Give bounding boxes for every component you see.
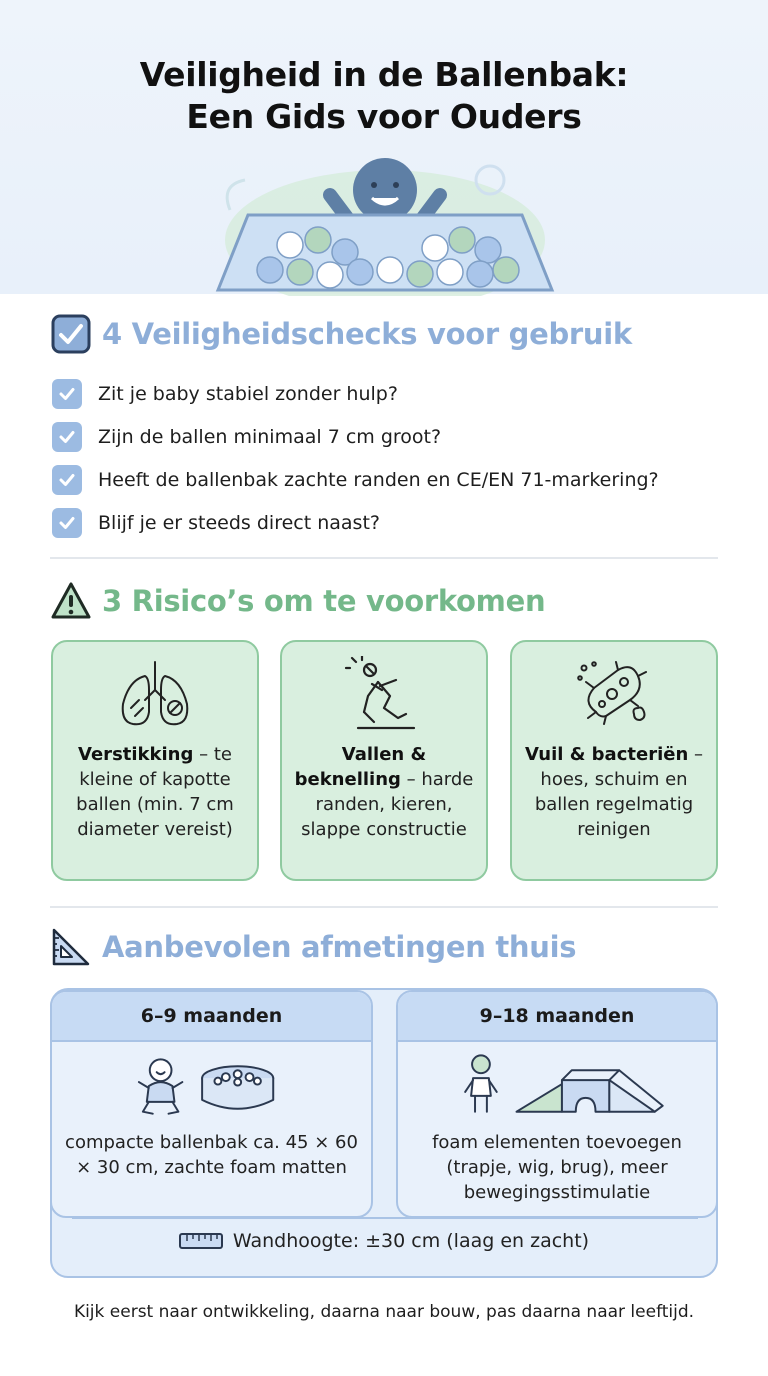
age-label: 9–18 maanden [398, 992, 716, 1042]
risk-description: – hoes, schuim en ballen regelmatig reinigen [534, 744, 703, 840]
checks-heading [50, 313, 632, 355]
page-title [0, 54, 768, 138]
age-label: 6–9 maanden [52, 992, 371, 1042]
baby-and-ballpit-icon [52, 1050, 371, 1128]
check-icon [52, 422, 82, 452]
check-item [52, 372, 742, 415]
risk-title: Vallen & beknelling [294, 744, 427, 790]
check-text: Heeft de ballenbak zachte randen en CE/EN 71-markering? [98, 468, 659, 491]
check-item [52, 501, 742, 544]
check-list [52, 372, 742, 544]
lungs-icon [115, 656, 195, 736]
bacteria-icon [574, 656, 654, 736]
risks-heading [50, 580, 545, 622]
dimension-column-9-18 [396, 990, 718, 1218]
risk-description: – te kleine of kapotte ballen (min. 7 cm diameter vereist) [76, 744, 234, 840]
set-square-ruler-icon [50, 926, 92, 968]
risk-card-dirt [510, 640, 718, 881]
wall-height-text: Wandhoogte: ±30 cm (laag en zacht) [232, 1230, 590, 1252]
dimension-column-6-9 [50, 990, 373, 1218]
checks-heading-text: 4 Veiligheidschecks voor gebruik [102, 317, 632, 351]
divider [50, 557, 718, 559]
dimensions-heading-text: Aanbevolen afmetingen thuis [102, 930, 577, 964]
dimension-text: foam elementen toevoegen (trapje, wig, brug), meer bewegingsstimulatie [432, 1132, 682, 1203]
hero-banner [0, 0, 768, 294]
warning-icon [50, 580, 92, 622]
risk-card-choking [51, 640, 259, 881]
check-item [52, 415, 742, 458]
dimension-text: compacte ballenbak ca. 45 × 60 × 30 cm, zachte foam matten [65, 1132, 358, 1178]
dimensions-heading [50, 926, 576, 968]
ruler-icon [179, 1232, 223, 1250]
divider [72, 1217, 698, 1219]
risk-description: – harde randen, kieren, slappe constructie [301, 769, 474, 840]
title-line-1: Veiligheid in de Ballenbak: [139, 55, 629, 94]
risk-title: Vuil & bacteriën [525, 744, 689, 765]
wall-height-note [52, 1230, 716, 1252]
toddler-and-foam-blocks-icon [398, 1050, 716, 1128]
check-text: Zijn de ballen minimaal 7 cm groot? [98, 425, 442, 448]
check-icon [52, 379, 82, 409]
check-item [52, 458, 742, 501]
falling-person-icon [344, 656, 424, 736]
title-line-2: Een Gids voor Ouders [186, 97, 582, 136]
check-icon [52, 508, 82, 538]
divider [50, 906, 718, 908]
check-text: Blijf je er steeds direct naast? [98, 511, 380, 534]
risk-card-falling [280, 640, 488, 881]
check-icon [52, 465, 82, 495]
checkbox-icon [50, 313, 92, 355]
risks-heading-text: 3 Risico’s om te voorkomen [102, 584, 546, 618]
check-text: Zit je baby stabiel zonder hulp? [98, 382, 398, 405]
footer-note: Kijk eerst naar ontwikkeling, daarna naar bouw, pas daarna naar leeftijd. [73, 1302, 695, 1322]
baby-in-ballpit-illustration [200, 140, 570, 296]
dimensions-panel [50, 988, 718, 1278]
risk-title: Verstikking [78, 744, 194, 765]
